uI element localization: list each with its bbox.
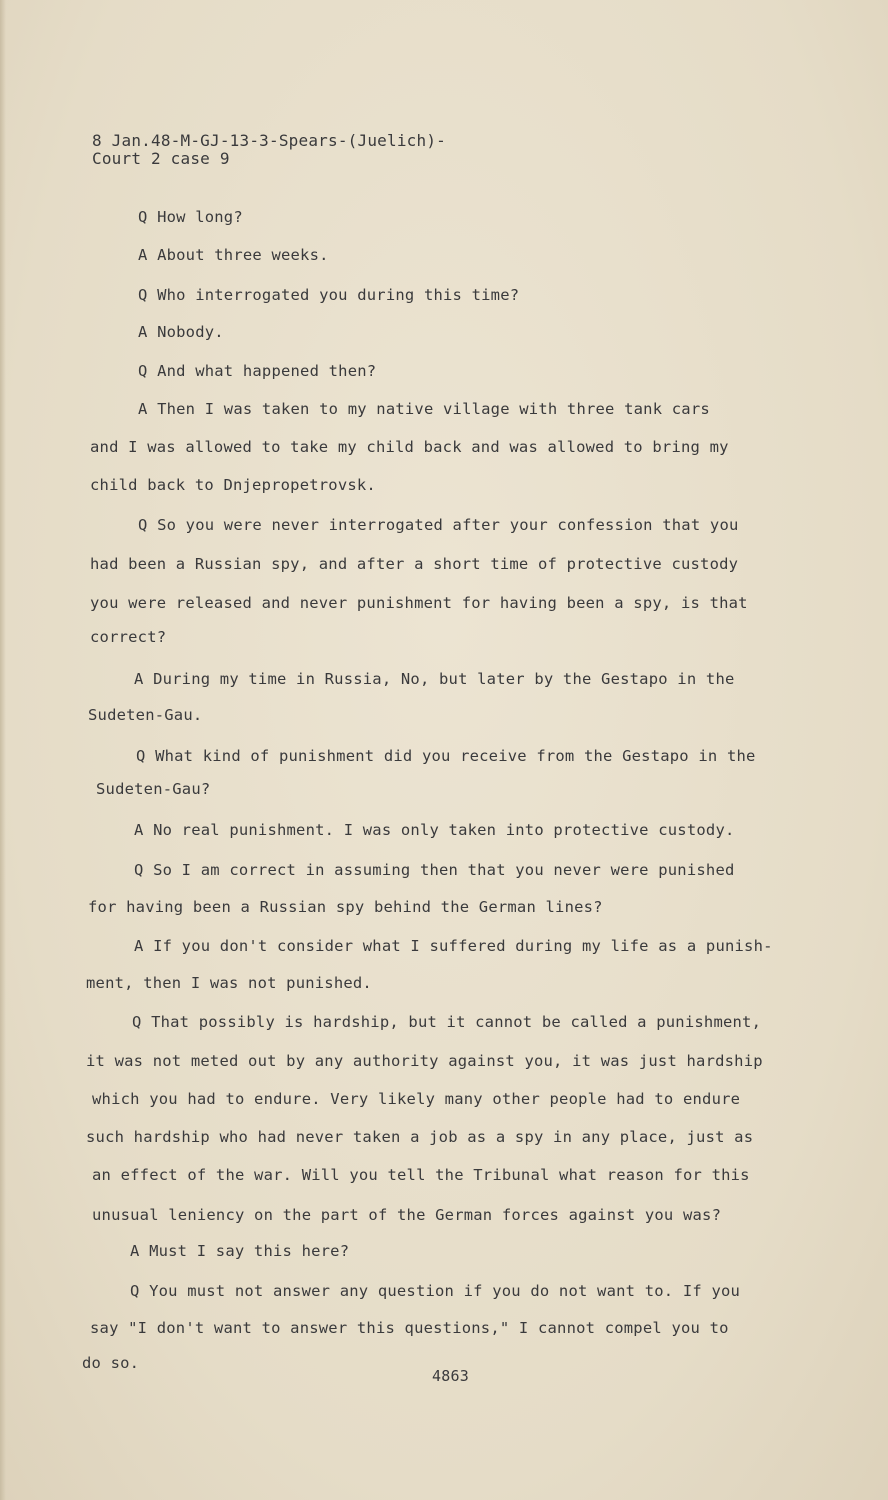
header-line-1: 8 Jan.48-M-GJ-13-3-Spears-(Juelich)-	[92, 131, 446, 150]
transcript-line: Q And what happened then?	[138, 362, 377, 380]
transcript-line: had been a Russian spy, and after a short time of protective custody	[90, 555, 739, 573]
transcript-line: you were released and never punishment for having been a spy, is that	[90, 594, 748, 612]
transcript-line: Sudeten-Gau?	[96, 780, 211, 798]
transcript-line: A If you don't consider what I suffered during my life as a punish-	[134, 937, 773, 955]
transcript-line: such hardship who had never taken a job as a spy in any place, just as	[86, 1128, 754, 1146]
transcript-line: Q How long?	[138, 208, 243, 226]
transcript-line: A Then I was taken to my native village with three tank cars	[138, 400, 710, 418]
transcript-line: Sudeten-Gau.	[88, 706, 203, 724]
transcript-line: say "I don't want to answer this questions," I cannot compel you to	[90, 1319, 729, 1337]
transcript-line: Q That possibly is hardship, but it cannot be called a punishment,	[132, 1013, 762, 1031]
header-line-2: Court 2 case 9	[92, 149, 230, 168]
transcript-line: correct?	[90, 628, 167, 646]
transcript-line: Q You must not answer any question if you do not want to. If you	[130, 1282, 741, 1300]
page-edge-shadow	[0, 0, 6, 1500]
transcript-line: which you had to endure. Very likely many other people had to endure	[92, 1090, 741, 1108]
transcript-line: and I was allowed to take my child back and was allowed to bring my	[90, 438, 729, 456]
transcript-line: A No real punishment. I was only taken into protective custody.	[134, 821, 735, 839]
transcript-line: for having been a Russian spy behind the German lines?	[88, 898, 603, 916]
transcript-line: Q So I am correct in assuming then that you never were punished	[134, 861, 735, 879]
transcript-line: unusual leniency on the part of the German forces against you was?	[92, 1206, 722, 1224]
page-number: 4863	[432, 1367, 469, 1385]
transcript-line: A About three weeks.	[138, 246, 329, 264]
transcript-line: it was not meted out by any authority against you, it was just hardship	[86, 1052, 763, 1070]
transcript-line: A Nobody.	[138, 323, 224, 341]
transcript-line: ment, then I was not punished.	[86, 974, 372, 992]
transcript-line: Q What kind of punishment did you receive from the Gestapo in the	[136, 747, 756, 765]
transcript-line: do so.	[82, 1354, 140, 1372]
transcript-line: an effect of the war. Will you tell the Tribunal what reason for this	[92, 1166, 750, 1184]
transcript-line: child back to Dnjepropetrovsk.	[90, 476, 376, 494]
transcript-line: A Must I say this here?	[130, 1242, 350, 1260]
transcript-line: A During my time in Russia, No, but later by the Gestapo in the	[134, 670, 735, 688]
transcript-line: Q Who interrogated you during this time?	[138, 286, 520, 304]
transcript-line: Q So you were never interrogated after your confession that you	[138, 516, 739, 534]
